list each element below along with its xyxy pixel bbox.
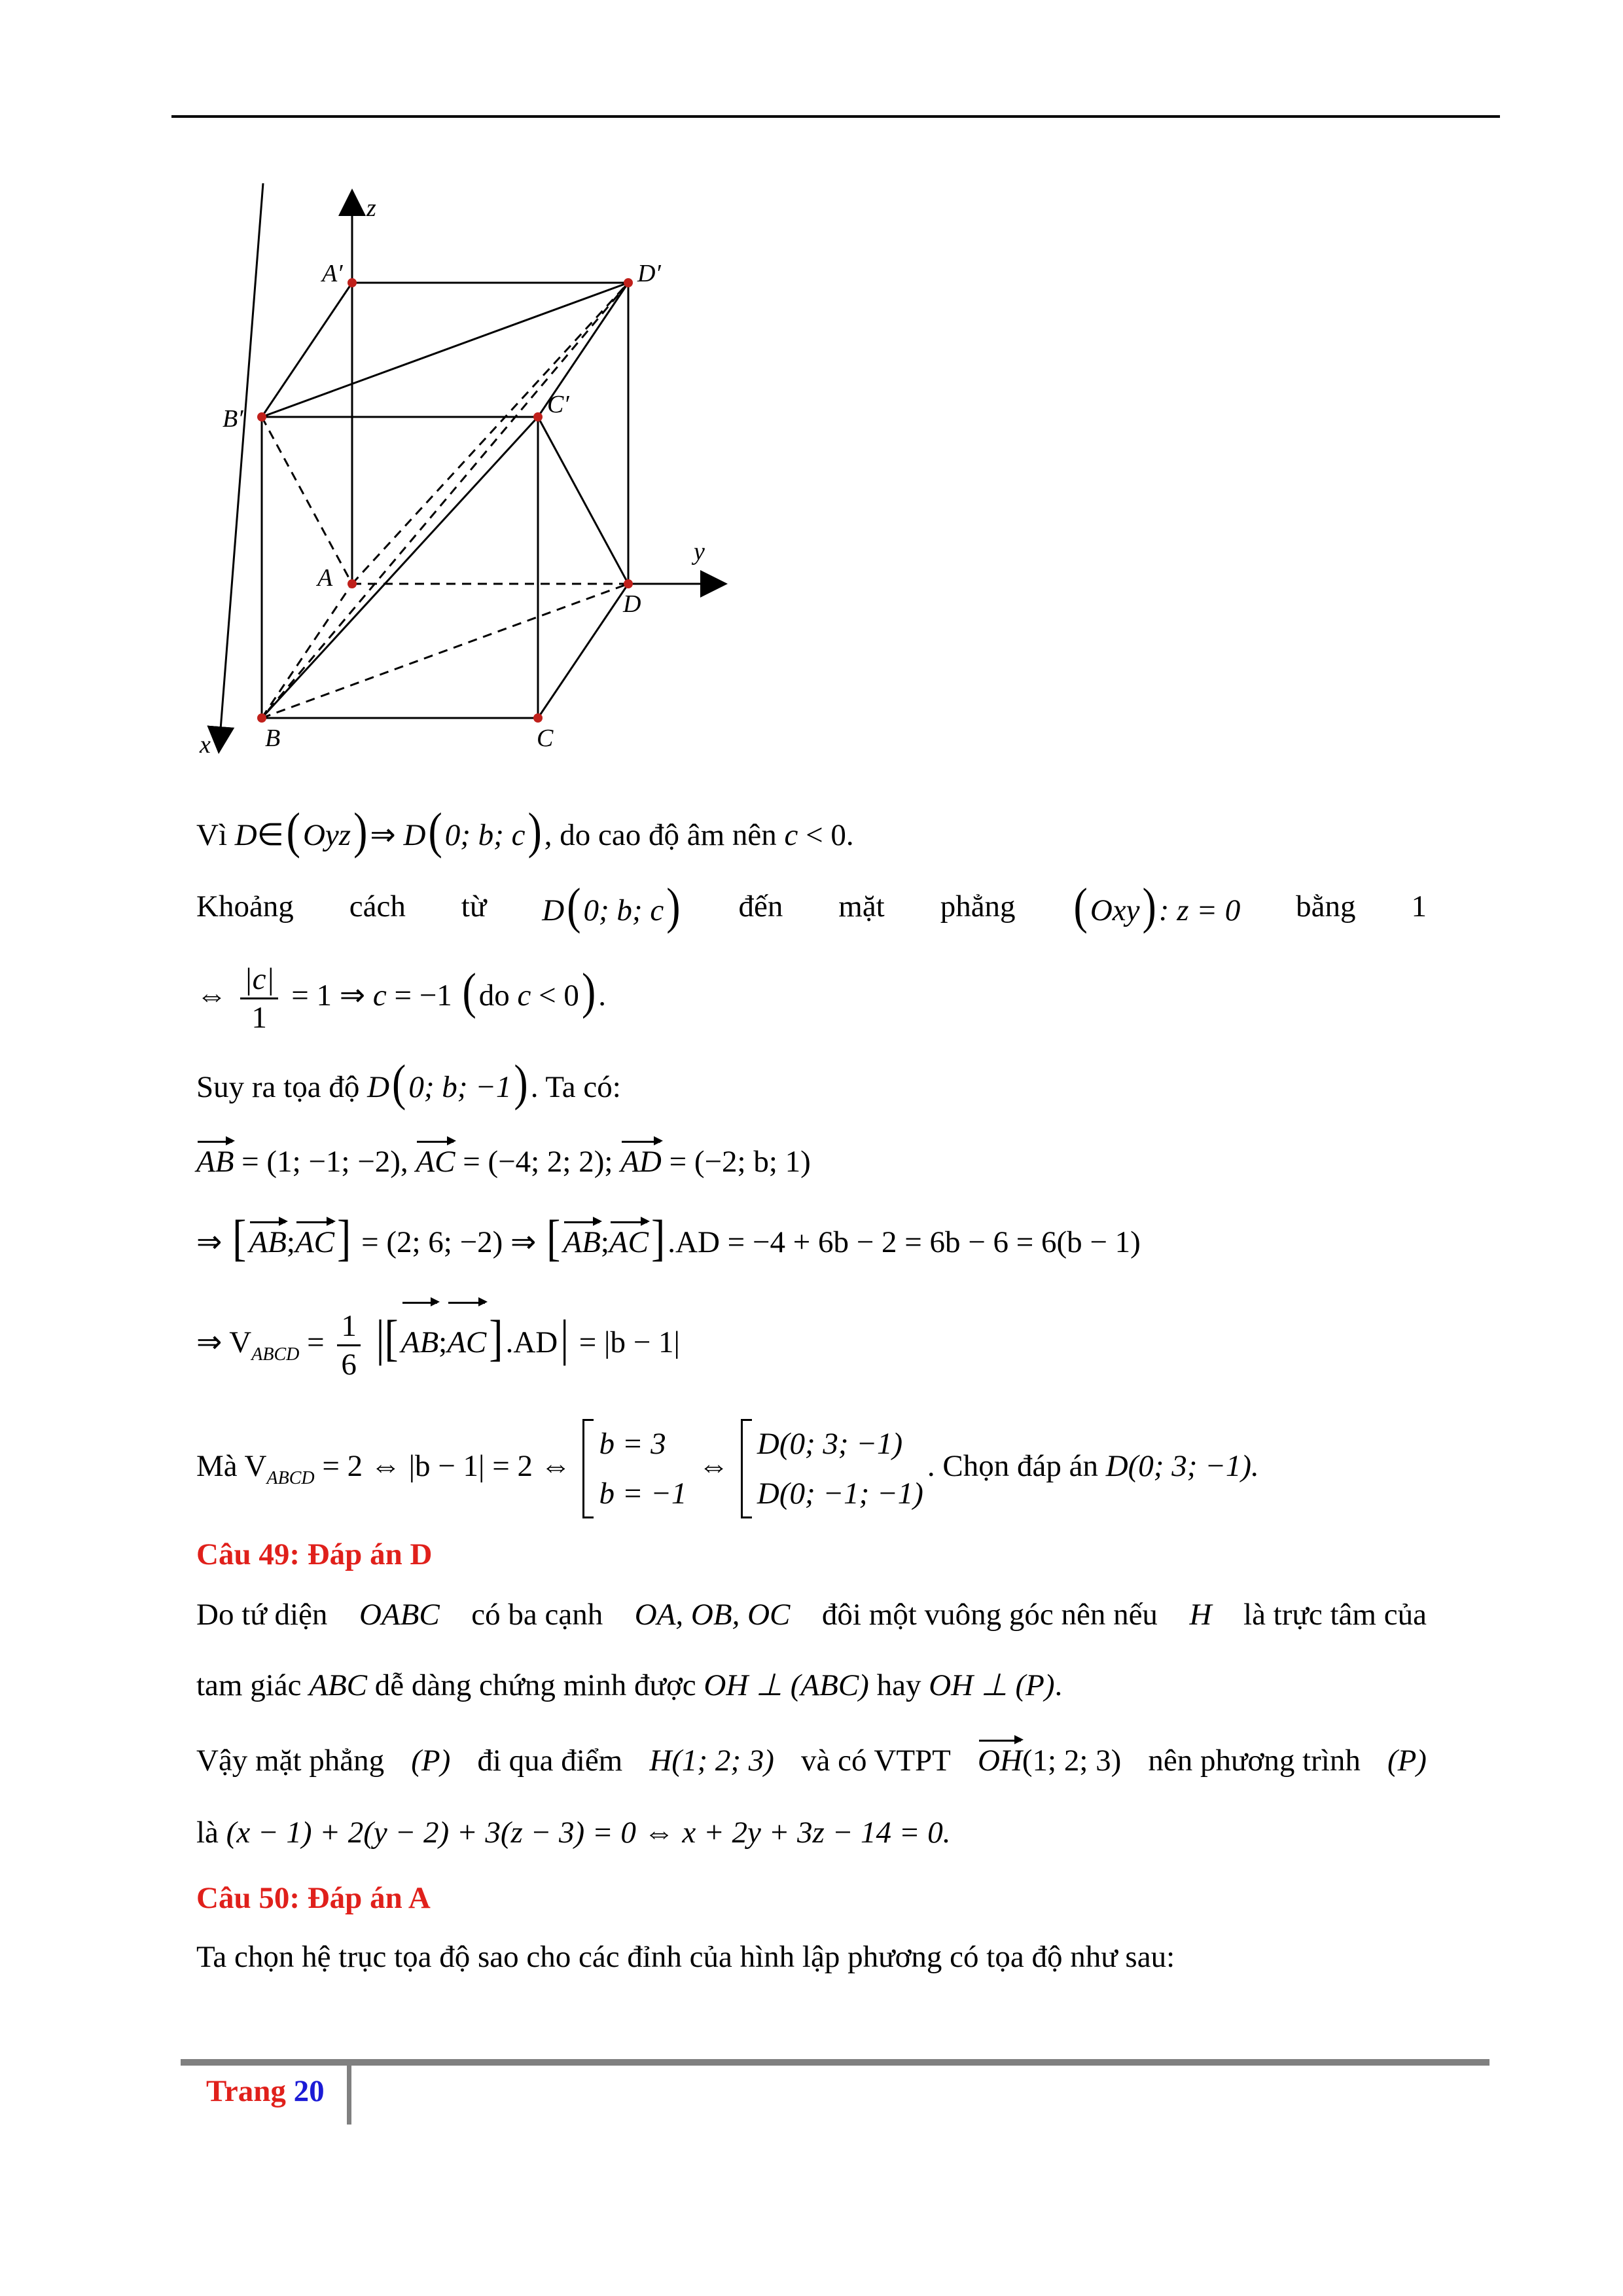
question-49-heading: Câu 49: Đáp án D [196,1537,433,1571]
line-1: Vì D∈(Oyz)⇒ D(0; b; c), do cao độ âm nên c < 0. [196,802,854,859]
label-D1: D′ [637,260,661,287]
label-C1: C′ [547,391,569,418]
line-5: AB = (1; −1; −2), AC = (−4; 2; 2); AD = (−2; b; 1) [196,1142,811,1181]
header-rule [171,115,1500,118]
question-50-heading: Câu 50: Đáp án A [196,1881,431,1915]
footer-divider [347,2066,351,2125]
line-13: Ta chọn hệ trục tọa độ sao cho các đỉnh của hình lập phương có tọa độ như sau: [196,1940,1175,1974]
label-z: z [366,194,376,222]
label-B1: B′ [223,405,243,433]
label-x: x [200,731,211,759]
label-C: C [537,725,554,752]
label-y: y [694,538,705,565]
label-B: B [265,725,281,752]
line-3: ⇔ $\frac{|c|}{1}$ = 1 ⇒ c = −1 (do c < 0). [196,961,606,1035]
footer-rule [181,2059,1489,2066]
line-7: ⇒ $V_{ABCD}$ = $\frac{1}{6}$ |[AB;AC].AD| = |b − 1| [196,1299,680,1394]
label-D: D [623,590,641,618]
line-2: Khoảng cách từ D(0; b; c) đến mặt phẳng (Oxy): z = 0 bằng 1 [196,878,1427,934]
label-A: A [317,564,333,592]
line-10: tam giác ABC dễ dàng chứng minh được OH ⊥ (ABC) hay OH ⊥ (P). [196,1668,1063,1702]
line-9: Do tứ diện OABC có ba cạnh OA, OB, OC đôi một vuông góc nên nếu H là trực tâm của [196,1598,1427,1632]
page-number: Trang 20 [206,2074,325,2108]
line-12: là (x − 1) + 2(y − 2) + 3(z − 3) = 0 ⇔ x + 2y + 3z − 14 = 0. [196,1816,951,1850]
label-A1: A′ [322,260,343,287]
line-6: ⇒ [AB;AC] = (2; 6; −2) ⇒ [AB;AC].AD = −4 + 6b − 2 = 6b − 6 = 6(b − 1) [196,1210,1141,1266]
line-11: Vậy mặt phẳng (P) đi qua điểm H(1; 2; 3) và có VTPT OH(1; 2; 3) nên phương trình (P) [196,1741,1427,1780]
x-axis [219,183,263,746]
line-4: Suy ra tọa độ D(0; b; −1). Ta có: [196,1054,621,1111]
line-8: Mà $V_{ABCD} = 2$ ⇔ |b − 1| = 2 ⇔ b = 3 b = −1 ⇔ D(0; 3; −1) D(0; −1; −1) . Chọn đáp án D(0; 3; −1). [196,1414,1259,1531]
cube-figure [190,183,766,785]
